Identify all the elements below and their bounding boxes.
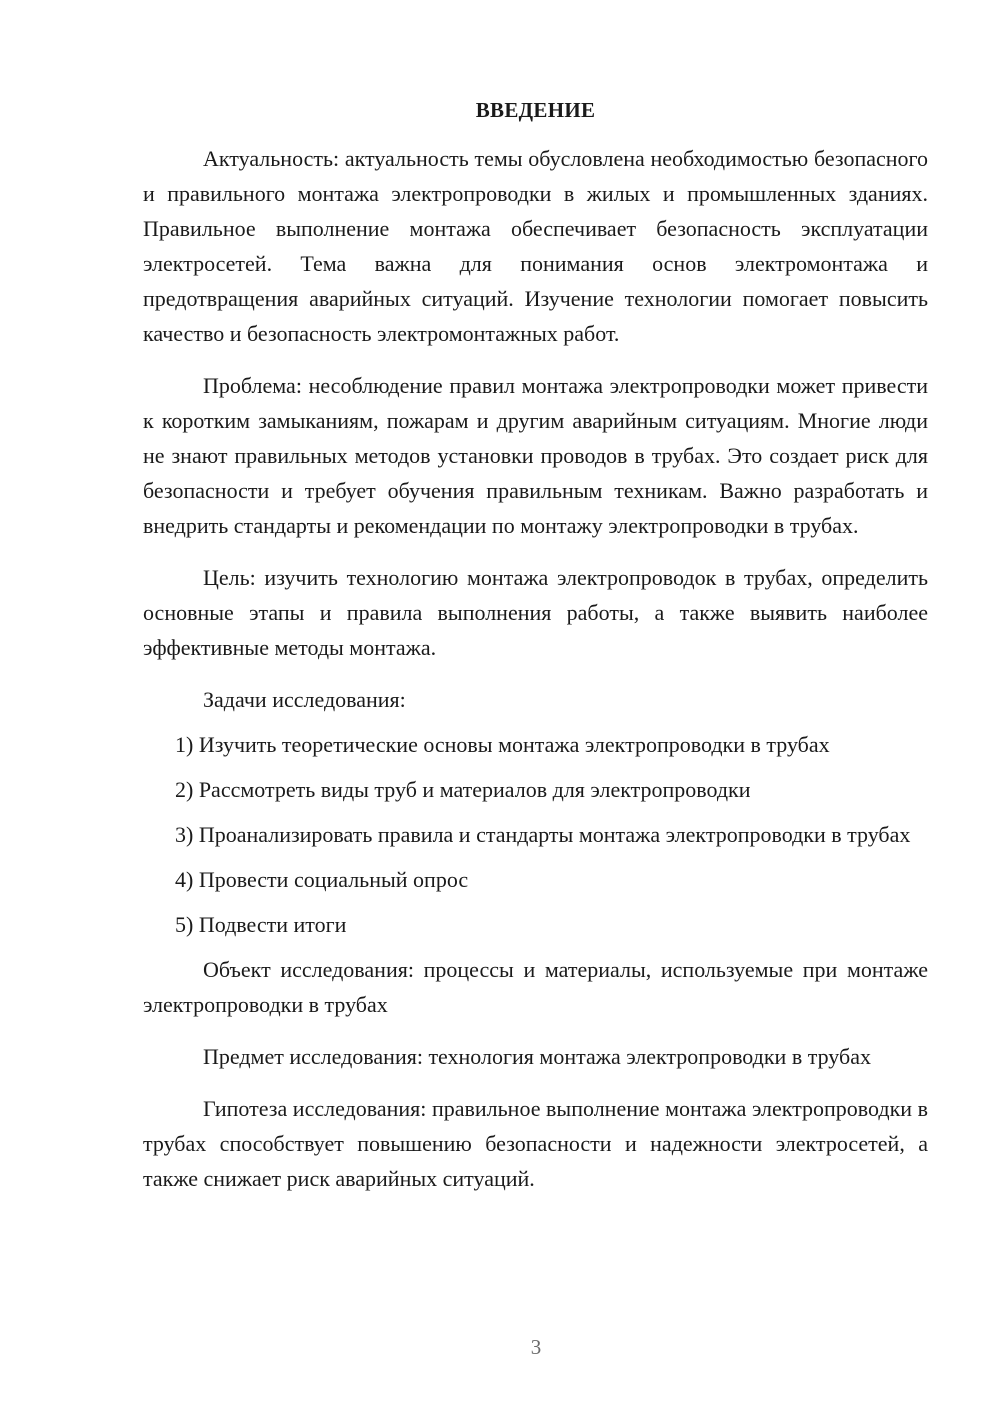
- problem-paragraph: Проблема: несоблюдение правил монтажа электропроводки может привести к коротким замыканиям, пожарам и другим аварийным ситуациям. Многие люди не знают правильных методов установки проводов в трубах. Это создает риск для безопасности и требует обучения правильным техникам. Важно разработать и внедрить стандарты и рекомендации по монтажу электропроводки в трубах.: [143, 373, 928, 538]
- page-number: 3: [530, 1335, 542, 1359]
- list-item: 3) Проанализировать правила и стандарты монтажа электропроводки в трубах: [175, 822, 911, 847]
- tasks-heading: Задачи исследования:: [203, 687, 406, 712]
- hypothesis-paragraph: Гипотеза исследования: правильное выполнение монтажа электропроводки в трубах способствует повышению безопасности и надежности электросетей, а также снижает риск аварийных ситуаций.: [143, 1096, 928, 1191]
- list-item: 2) Рассмотреть виды труб и материалов для электропроводки: [175, 777, 751, 802]
- list-item: 5) Подвести итоги: [175, 912, 347, 937]
- relevance-paragraph: Актуальность: актуальность темы обусловлена необходимостью безопасного и правильного монтажа электропроводки в жилых и промышленных зданиях. Правильное выполнение монтажа обеспечивает безопасность эксплуатации электросетей. Тема важна для понимания основ электромонтажа и предотвращения аварийных ситуаций. Изучение технологии помогает повысить качество и безопасность электромонтажных работ.: [143, 146, 928, 346]
- goal-paragraph: Цель: изучить технологию монтажа электропроводок в трубах, определить основные этапы и правила выполнения работы, а также выявить наиболее эффективные методы монтажа.: [143, 565, 928, 660]
- list-item: 1) Изучить теоретические основы монтажа электропроводки в трубах: [175, 732, 830, 757]
- list-item: 4) Провести социальный опрос: [175, 867, 469, 892]
- subject-paragraph: Предмет исследования: технология монтажа электропроводки в трубах: [203, 1044, 871, 1069]
- object-paragraph: Объект исследования: процессы и материалы, используемые при монтаже электропроводки в трубах: [143, 957, 928, 1017]
- page-title: ВВЕДЕНИЕ: [475, 98, 596, 122]
- document-page: [143, 96, 928, 1213]
- tasks-list: [143, 727, 928, 942]
